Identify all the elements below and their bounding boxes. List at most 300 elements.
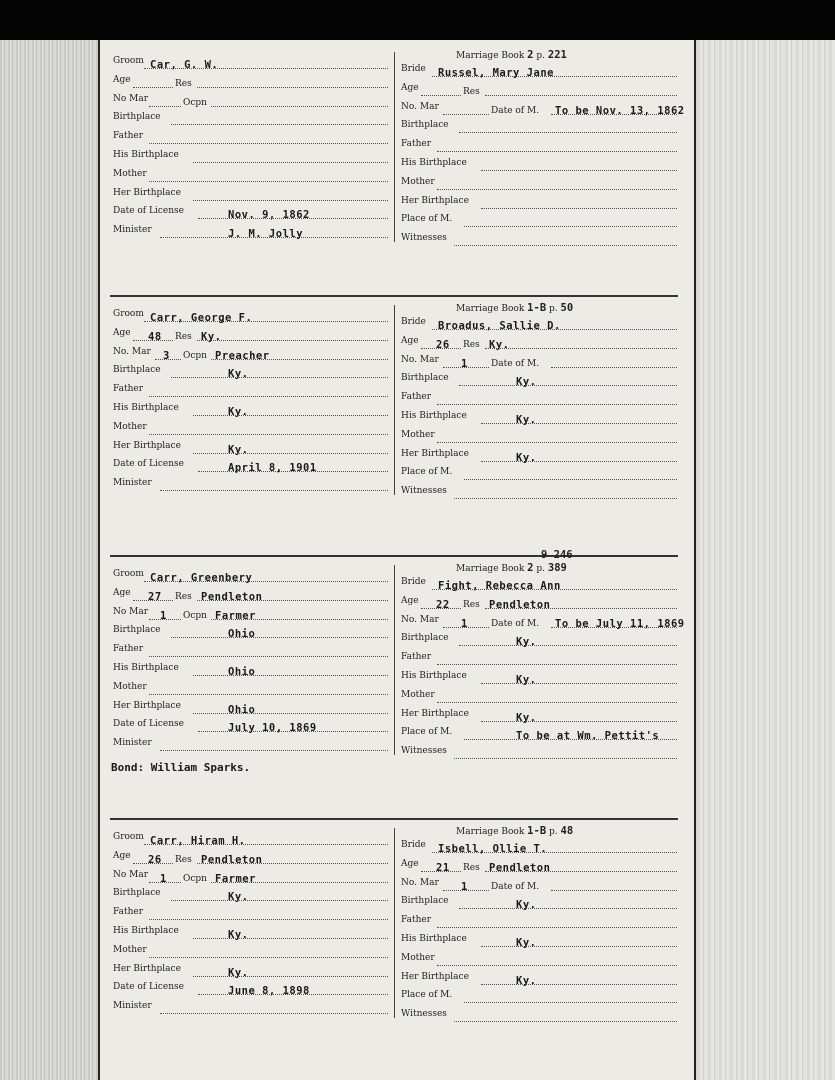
- bride-field-row: [401, 896, 677, 912]
- groom-field-row: [113, 169, 388, 185]
- marriage-book-label: p.: [549, 304, 558, 314]
- bond-note: Bond: William Sparks.: [111, 761, 251, 774]
- bride-field-dotline: [481, 683, 677, 684]
- groom-field-row: [113, 441, 388, 457]
- groom-field-label: His Birthplace: [113, 663, 179, 673]
- bride-field-row: [401, 990, 677, 1006]
- groom-field-row: [113, 94, 388, 110]
- groom-field-value: April 8, 1901: [228, 462, 317, 475]
- groom-field-label: His Birthplace: [113, 403, 179, 413]
- groom-field-row: [113, 870, 388, 886]
- groom-field-label: Res: [175, 331, 192, 342]
- marriage-book-reference: [456, 825, 573, 837]
- bride-field-label: Date of M.: [491, 881, 540, 892]
- bride-field-dotline: [437, 664, 677, 665]
- bride-field-row: [401, 709, 677, 725]
- groom-field-label: Mother: [113, 421, 147, 432]
- bride-field-label: Her Birthplace: [401, 971, 469, 982]
- bride-field-dotline: [421, 95, 461, 96]
- groom-field-value: Ky.: [201, 330, 222, 343]
- bride-field-row: [401, 596, 677, 612]
- groom-field-label: Her Birthplace: [113, 963, 181, 974]
- groom-field-row: [113, 384, 388, 400]
- groom-field-row: [113, 588, 388, 604]
- groom-field-label: Mother: [113, 944, 147, 955]
- groom-field-row: [113, 701, 388, 717]
- marriage-book-value: 48: [560, 825, 574, 837]
- bride-field-row: [401, 953, 677, 969]
- bride-field-label: Mother: [401, 176, 435, 187]
- bride-field-label: Res: [463, 862, 480, 873]
- groom-field-label: No Mar: [113, 93, 149, 104]
- bride-field-row: [401, 392, 677, 408]
- groom-field-value: Ohio: [228, 628, 256, 641]
- groom-field-row: [113, 569, 388, 585]
- groom-field-row: [113, 112, 388, 128]
- bride-field-dotline: [481, 946, 677, 947]
- groom-field-row: [113, 75, 388, 91]
- groom-field-row: [113, 188, 388, 204]
- groom-field-row: [113, 926, 388, 942]
- groom-field-label: Ocpn: [183, 610, 207, 621]
- marriage-book-label: p.: [549, 827, 558, 837]
- bride-field-label: Bride: [401, 317, 426, 327]
- bride-field-value: To be July 11, 1869: [555, 617, 685, 630]
- bride-field-dotline: [459, 645, 677, 646]
- marriage-book-label: p.: [536, 51, 545, 61]
- bride-field-label: No. Mar: [401, 614, 439, 625]
- bride-field-value: Isbell, Ollie T.: [438, 843, 548, 855]
- groom-field-row: [113, 328, 388, 344]
- groom-field-value: 26: [148, 853, 162, 866]
- bride-field-label: Date of M.: [491, 618, 540, 629]
- groom-field-row: [113, 347, 388, 363]
- groom-field-label: Age: [113, 587, 131, 598]
- groom-field-label: Ocpn: [183, 97, 207, 108]
- groom-field-label: Minister: [113, 478, 152, 489]
- marriage-book-label: p.: [536, 564, 545, 574]
- bride-field-row: [401, 355, 677, 371]
- groom-field-value: 27: [148, 590, 162, 603]
- groom-field-label: Minister: [113, 225, 152, 236]
- groom-field-dotline: [171, 637, 388, 638]
- record-separator-line: [110, 818, 678, 820]
- groom-field-value: Car, G. W.: [150, 59, 219, 71]
- bride-field-dotline: [481, 208, 677, 209]
- marriage-book-label: Marriage Book: [456, 51, 525, 61]
- groom-field-dotline: [149, 656, 388, 657]
- groom-field-label: Age: [113, 74, 131, 85]
- groom-field-dotline: [149, 434, 388, 435]
- groom-field-dotline: [193, 675, 388, 676]
- groom-field-value: Carr, Greenbery: [150, 572, 253, 584]
- bride-field-label: His Birthplace: [401, 411, 467, 421]
- bride-field-label: Birthplace: [401, 373, 449, 384]
- groom-field-value: Pendleton: [201, 590, 263, 603]
- bride-field-label: Age: [401, 335, 419, 346]
- groom-field-label: His Birthplace: [113, 926, 179, 936]
- groom-field-dotline: [193, 162, 388, 163]
- groom-field-label: Mother: [113, 168, 147, 179]
- bride-field-dotline: [481, 984, 677, 985]
- column-divider: [394, 828, 395, 1018]
- groom-field-value: 1: [160, 872, 167, 885]
- bride-field-row: [401, 196, 677, 212]
- bride-field-dotline: [481, 721, 677, 722]
- groom-field-row: [113, 738, 388, 754]
- bride-field-label: Place of M.: [401, 467, 453, 478]
- bride-field-dotline: [481, 461, 677, 462]
- bride-field-label: Her Birthplace: [401, 448, 469, 459]
- bride-field-value: Broadus, Sallie D.: [438, 320, 561, 332]
- groom-field-label: Groom: [113, 309, 144, 319]
- groom-field-dotline: [149, 181, 388, 182]
- bride-field-value: Ky.: [489, 338, 510, 351]
- bride-field-row: [401, 411, 677, 427]
- groom-field-label: Res: [175, 591, 192, 602]
- bride-field-dotline: [551, 367, 677, 368]
- bride-field-label: His Birthplace: [401, 671, 467, 681]
- marriage-book-value: 2: [527, 49, 534, 61]
- marriage-book-label: Marriage Book: [456, 564, 525, 574]
- marriage-book-alt-number: [541, 549, 573, 561]
- scan-top-border: [0, 0, 835, 40]
- bride-field-label: Bride: [401, 840, 426, 850]
- bride-field-dotline: [459, 908, 677, 909]
- bride-field-label: Father: [401, 915, 432, 926]
- marriage-book-reference: [456, 562, 567, 574]
- bride-field-dotline: [459, 132, 677, 133]
- bride-field-dotline: [454, 245, 677, 246]
- groom-field-row: [113, 131, 388, 147]
- groom-field-label: Res: [175, 78, 192, 89]
- bride-field-dotline: [481, 423, 677, 424]
- bride-field-value: Ky.: [516, 711, 537, 724]
- groom-field-label: Birthplace: [113, 625, 161, 636]
- marriage-book-label: Marriage Book: [456, 304, 525, 314]
- bride-field-value: 21: [436, 861, 450, 874]
- bride-field-dotline: [437, 151, 677, 152]
- groom-field-dotline: [160, 750, 388, 751]
- bride-field-label: Age: [401, 595, 419, 606]
- bride-field-dotline: [437, 927, 677, 928]
- groom-field-dotline: [193, 200, 388, 201]
- groom-field-dotline: [193, 453, 388, 454]
- groom-field-label: Her Birthplace: [113, 700, 181, 711]
- bride-field-row: [401, 859, 677, 875]
- groom-field-value: 48: [148, 330, 162, 343]
- groom-field-label: Father: [113, 131, 144, 142]
- groom-field-value: Carr, Hiram H.: [150, 835, 246, 847]
- bride-field-value: 1: [461, 617, 468, 630]
- groom-field-dotline: [149, 694, 388, 695]
- bride-field-value: 1: [461, 357, 468, 370]
- bride-field-label: Bride: [401, 577, 426, 587]
- groom-field-row: [113, 459, 388, 475]
- bride-field-dotline: [437, 404, 677, 405]
- groom-field-value: Ohio: [228, 666, 256, 678]
- groom-field-label: Res: [175, 854, 192, 865]
- bride-field-dotline: [459, 385, 677, 386]
- bride-field-row: [401, 64, 677, 80]
- bride-field-label: His Birthplace: [401, 934, 467, 944]
- bride-field-label: Birthplace: [401, 633, 449, 644]
- groom-field-dotline: [133, 87, 173, 88]
- bride-field-label: Place of M.: [401, 990, 453, 1001]
- bride-field-row: [401, 1009, 677, 1025]
- bride-field-dotline: [464, 1002, 677, 1003]
- bride-field-label: Date of M.: [491, 105, 540, 116]
- bride-field-dotline: [485, 95, 677, 96]
- groom-field-row: [113, 365, 388, 381]
- scan-right-margin: [697, 40, 835, 1080]
- groom-field-value: Farmer: [215, 609, 256, 622]
- marriage-book-reference: [456, 302, 573, 314]
- bride-field-row: [401, 652, 677, 668]
- groom-field-dotline: [149, 957, 388, 958]
- bride-field-row: [401, 120, 677, 136]
- record-separator-line: [110, 295, 678, 297]
- bride-field-row: [401, 336, 677, 352]
- marriage-book-reference: [456, 49, 567, 61]
- bride-field-value: Ky.: [516, 937, 537, 949]
- bride-field-dotline: [464, 479, 677, 480]
- bride-field-value: Pendleton: [489, 861, 551, 874]
- groom-field-row: [113, 982, 388, 998]
- groom-field-dotline: [149, 919, 388, 920]
- bride-field-dotline: [437, 702, 677, 703]
- bride-field-row: [401, 486, 677, 502]
- groom-field-label: Groom: [113, 56, 144, 66]
- bride-field-row: [401, 158, 677, 174]
- groom-field-row: [113, 625, 388, 641]
- marriage-book-value: 221: [547, 49, 567, 61]
- groom-field-value: 1: [160, 609, 167, 622]
- bride-field-label: Witnesses: [401, 233, 447, 244]
- groom-field-label: Date of License: [113, 982, 184, 993]
- bride-field-label: Her Birthplace: [401, 708, 469, 719]
- bride-field-label: Witnesses: [401, 486, 447, 497]
- bride-field-row: [401, 83, 677, 99]
- bride-field-row: [401, 633, 677, 649]
- marriage-book-value: 1-B: [527, 825, 547, 837]
- bride-field-label: No. Mar: [401, 877, 439, 888]
- bride-field-dotline: [481, 170, 677, 171]
- bride-field-row: [401, 840, 677, 856]
- bride-field-value: Ky.: [516, 674, 537, 686]
- bride-field-label: Mother: [401, 429, 435, 440]
- bride-field-label: Father: [401, 392, 432, 403]
- groom-field-value: June 8, 1898: [228, 985, 310, 998]
- bride-field-row: [401, 177, 677, 193]
- groom-field-dotline: [171, 900, 388, 901]
- groom-field-value: Nov. 9, 1862: [228, 209, 310, 222]
- column-divider: [394, 565, 395, 755]
- groom-field-label: Groom: [113, 569, 144, 579]
- groom-field-label: Birthplace: [113, 112, 161, 123]
- groom-field-value: Preacher: [215, 349, 270, 362]
- bride-field-row: [401, 614, 685, 631]
- groom-field-label: Her Birthplace: [113, 440, 181, 451]
- bride-field-row: [401, 467, 677, 483]
- groom-field-label: Father: [113, 384, 144, 395]
- groom-field-row: [113, 945, 388, 961]
- bride-field-row: [401, 317, 677, 333]
- groom-field-row: [113, 682, 388, 698]
- groom-field-value: 3: [163, 349, 170, 362]
- groom-field-dotline: [193, 415, 388, 416]
- bride-field-row: [401, 577, 677, 593]
- bride-field-row: [401, 233, 677, 249]
- marriage-book-value: 2: [527, 562, 534, 574]
- bride-field-dotline: [437, 442, 677, 443]
- bride-field-label: Witnesses: [401, 1009, 447, 1020]
- bride-field-value: Ky.: [516, 899, 537, 912]
- bride-field-label: Place of M.: [401, 727, 453, 738]
- groom-field-value: Ky.: [228, 929, 249, 941]
- bride-field-row: [401, 915, 677, 931]
- bride-field-row: [401, 449, 677, 465]
- groom-field-dotline: [171, 377, 388, 378]
- bride-field-label: His Birthplace: [401, 158, 467, 168]
- bride-field-value: 1: [461, 880, 468, 893]
- groom-field-value: Carr, George F.: [150, 312, 253, 324]
- groom-field-row: [113, 309, 388, 325]
- groom-field-label: Ocpn: [183, 873, 207, 884]
- groom-field-value: Ky.: [228, 406, 249, 418]
- bride-field-label: Bride: [401, 64, 426, 74]
- groom-field-dotline: [193, 938, 388, 939]
- groom-field-label: Age: [113, 850, 131, 861]
- bride-field-dotline: [454, 498, 677, 499]
- bride-field-row: [401, 972, 677, 988]
- bride-field-row: [401, 139, 677, 155]
- groom-field-dotline: [193, 976, 388, 977]
- groom-field-value: J. M. Jolly: [228, 228, 304, 241]
- groom-field-dotline: [171, 124, 388, 125]
- groom-field-label: No Mar: [113, 869, 149, 880]
- bride-field-row: [401, 690, 677, 706]
- bride-field-dotline: [551, 890, 677, 891]
- groom-field-row: [113, 422, 388, 438]
- bride-field-value: Pendleton: [489, 598, 551, 611]
- groom-field-dotline: [197, 87, 388, 88]
- bride-field-label: Father: [401, 652, 432, 663]
- marriage-book-value: 50: [560, 302, 574, 314]
- bride-field-value: Ky.: [516, 376, 537, 389]
- bride-field-row: [401, 430, 677, 446]
- groom-field-label: Minister: [113, 1001, 152, 1012]
- bride-field-dotline: [454, 1021, 677, 1022]
- groom-field-label: Father: [113, 644, 144, 655]
- groom-field-row: [113, 1001, 388, 1017]
- bride-field-label: Age: [401, 858, 419, 869]
- bride-field-value: 26: [436, 338, 450, 351]
- bride-field-value: Russel, Mary Jane: [438, 67, 554, 79]
- groom-field-row: [113, 832, 388, 848]
- groom-field-row: [113, 851, 388, 867]
- groom-field-value: Ky.: [228, 891, 249, 904]
- groom-field-dotline: [197, 340, 388, 341]
- bride-field-label: Mother: [401, 689, 435, 700]
- groom-field-row: [113, 888, 388, 904]
- bride-field-value: Ky.: [516, 636, 537, 649]
- groom-field-row: [113, 150, 388, 166]
- bride-field-label: Father: [401, 139, 432, 150]
- bride-field-value: To be at Wm. Pettit's: [516, 730, 660, 743]
- groom-field-label: Minister: [113, 738, 152, 749]
- groom-field-dotline: [193, 713, 388, 714]
- groom-field-label: Her Birthplace: [113, 187, 181, 198]
- bride-field-row: [401, 746, 677, 762]
- groom-field-value: July 10, 1869: [228, 722, 317, 735]
- bride-field-row: [401, 671, 677, 687]
- groom-field-row: [113, 206, 388, 222]
- bride-field-value: Ky.: [516, 974, 537, 987]
- groom-field-value: Farmer: [215, 872, 256, 885]
- bride-field-value: To be Nov. 13, 1862: [555, 104, 685, 117]
- bride-field-value: Ky.: [516, 451, 537, 464]
- bride-field-dotline: [464, 226, 677, 227]
- groom-field-row: [113, 907, 388, 923]
- groom-field-dotline: [160, 490, 388, 491]
- bride-field-label: Birthplace: [401, 896, 449, 907]
- groom-field-row: [113, 719, 388, 735]
- marriage-book-value: 389: [547, 562, 567, 574]
- bride-field-row: [401, 934, 677, 950]
- groom-field-row: [113, 644, 388, 660]
- bride-field-label: Place of M.: [401, 214, 453, 225]
- bride-field-row: [401, 373, 677, 389]
- column-divider: [394, 305, 395, 495]
- groom-field-label: Date of License: [113, 206, 184, 217]
- groom-field-label: No. Mar: [113, 346, 151, 357]
- groom-field-value: Ky.: [228, 368, 249, 381]
- groom-field-label: Date of License: [113, 459, 184, 470]
- groom-field-dotline: [149, 396, 388, 397]
- groom-field-label: His Birthplace: [113, 150, 179, 160]
- marriage-book-value: 1-B: [527, 302, 547, 314]
- groom-field-value: Ky.: [228, 443, 249, 456]
- groom-field-label: Age: [113, 327, 131, 338]
- bride-field-value: 22: [436, 598, 450, 611]
- groom-field-value: Pendleton: [201, 853, 263, 866]
- groom-field-label: Birthplace: [113, 888, 161, 899]
- groom-field-label: No Mar: [113, 606, 149, 617]
- groom-field-dotline: [149, 106, 181, 107]
- bride-field-dotline: [443, 114, 489, 115]
- groom-field-label: Father: [113, 907, 144, 918]
- bride-field-dotline: [454, 758, 677, 759]
- groom-field-row: [113, 225, 388, 241]
- bride-field-label: No. Mar: [401, 101, 439, 112]
- bride-field-label: Birthplace: [401, 120, 449, 131]
- bride-field-label: Date of M.: [491, 358, 540, 369]
- marriage-book-label: Marriage Book: [456, 827, 525, 837]
- groom-field-label: Mother: [113, 681, 147, 692]
- groom-field-label: Groom: [113, 832, 144, 842]
- groom-field-dotline: [149, 143, 388, 144]
- groom-field-row: [113, 403, 388, 419]
- bride-field-row: [401, 727, 677, 743]
- bride-field-label: Her Birthplace: [401, 195, 469, 206]
- groom-field-row: [113, 607, 388, 623]
- bride-field-label: Witnesses: [401, 746, 447, 757]
- bride-field-label: Res: [463, 86, 480, 97]
- groom-field-row: [113, 663, 388, 679]
- bride-field-label: No. Mar: [401, 354, 439, 365]
- groom-field-row: [113, 964, 388, 980]
